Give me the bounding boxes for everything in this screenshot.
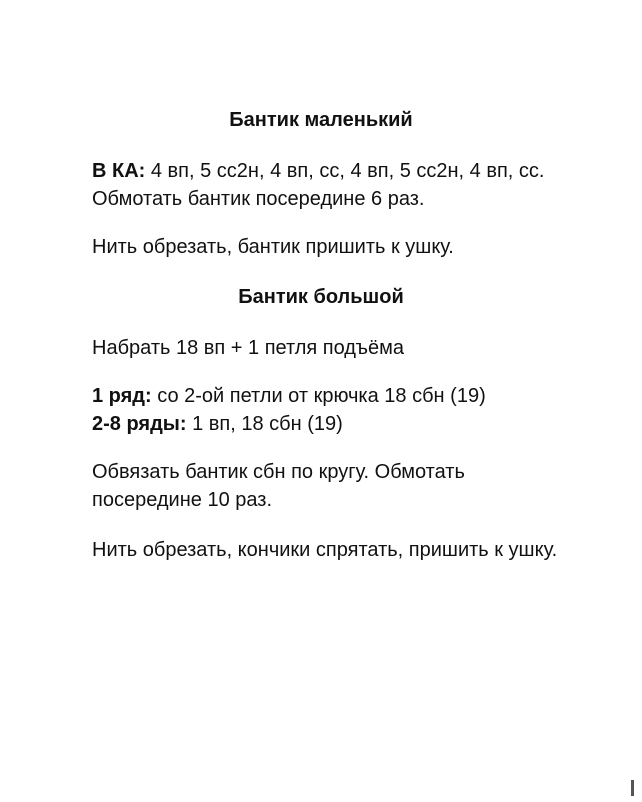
big-bow-title: Бантик большой — [238, 286, 404, 308]
scroll-indicator[interactable] — [631, 780, 634, 796]
small-bow-title: Бантик маленький — [229, 109, 413, 131]
rows-2-8-label: 2-8 ряды: — [92, 413, 187, 435]
big-bow-wrap: Обвязать бантик сбн по кругу. Обмотать посередине 10 раз. — [92, 461, 465, 511]
small-bow-instructions — [92, 157, 572, 213]
rows-2-8-text: 1 вп, 18 сбн (19) — [186, 413, 343, 435]
small-bow-label: В КА: — [92, 160, 146, 182]
big-bow-rows — [92, 382, 572, 438]
big-bow-cast-on: Набрать 18 вп + 1 петля подъёма — [92, 337, 405, 359]
big-bow-finish: Нить обрезать, кончики спрятать, пришить к ушку. — [92, 539, 558, 561]
small-bow-steps: 4 вп, 5 сс2н, 4 вп, сс, 4 вп, 5 сс2н, 4 вп, сс. Обмотать бантик посередине 6 раз. — [92, 160, 545, 210]
small-bow-finish: Нить обрезать, бантик пришить к ушку. — [92, 236, 454, 258]
row-1-label: 1 ряд: — [92, 385, 152, 407]
row-1-text: со 2-ой петли от крючка 18 сбн (19) — [151, 385, 486, 407]
